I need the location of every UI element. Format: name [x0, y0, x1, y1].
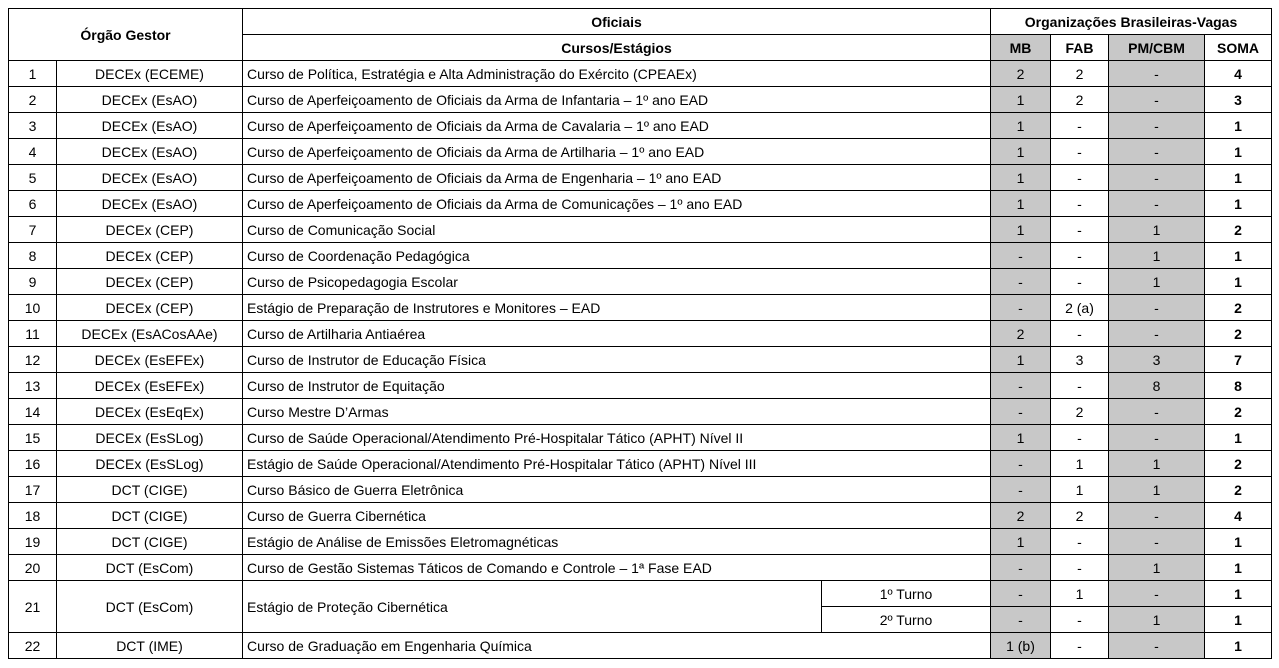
header-organizacoes: Organizações Brasileiras-Vagas: [991, 9, 1272, 35]
cell-soma: 1: [1205, 269, 1272, 295]
cell-pm-cbm: 1: [1109, 477, 1205, 503]
cell-number: 12: [9, 347, 57, 373]
header-cursos: Cursos/Estágios: [243, 35, 991, 61]
cell-curso: Estágio de Proteção Cibernética: [243, 581, 822, 633]
cell-number: 4: [9, 139, 57, 165]
cell-mb: -: [991, 607, 1051, 633]
cell-pm-cbm: 1: [1109, 555, 1205, 581]
cell-soma: 2: [1205, 451, 1272, 477]
cell-orgao: DECEx (CEP): [57, 269, 243, 295]
table-row: [9, 477, 1272, 503]
cell-curso: Curso de Aperfeiçoamento de Oficiais da Arma de Artilharia – 1º ano EAD: [243, 139, 991, 165]
cell-soma: 1: [1205, 243, 1272, 269]
cell-fab: 2: [1051, 399, 1109, 425]
header-orgao-gestor: Órgão Gestor: [9, 9, 243, 61]
cell-pm-cbm: -: [1109, 633, 1205, 659]
cell-curso: Curso Básico de Guerra Eletrônica: [243, 477, 991, 503]
cell-fab: -: [1051, 113, 1109, 139]
table-row: [9, 451, 1272, 477]
table-row: [9, 425, 1272, 451]
cell-orgao: DECEx (CEP): [57, 295, 243, 321]
table-row: [9, 529, 1272, 555]
cell-curso: Curso de Aperfeiçoamento de Oficiais da Arma de Cavalaria – 1º ano EAD: [243, 113, 991, 139]
cell-soma: 1: [1205, 191, 1272, 217]
cell-fab: -: [1051, 217, 1109, 243]
cell-fab: -: [1051, 373, 1109, 399]
cell-soma: 1: [1205, 425, 1272, 451]
cell-pm-cbm: -: [1109, 503, 1205, 529]
cell-number: 1: [9, 61, 57, 87]
cell-fab: -: [1051, 191, 1109, 217]
cell-number: 7: [9, 217, 57, 243]
cell-mb: -: [991, 269, 1051, 295]
cell-orgao: DECEx (EsAO): [57, 113, 243, 139]
cell-pm-cbm: 1: [1109, 269, 1205, 295]
table-row: [9, 165, 1272, 191]
cell-curso: Estágio de Saúde Operacional/Atendimento Pré-Hospitalar Tático (APHT) Nível III: [243, 451, 991, 477]
cell-mb: 1: [991, 87, 1051, 113]
cell-curso: Curso de Psicopedagogia Escolar: [243, 269, 991, 295]
cell-number: 15: [9, 425, 57, 451]
cell-fab: -: [1051, 529, 1109, 555]
cell-fab: -: [1051, 165, 1109, 191]
cell-curso: Curso de Coordenação Pedagógica: [243, 243, 991, 269]
cell-curso: Curso de Aperfeiçoamento de Oficiais da Arma de Engenharia – 1º ano EAD: [243, 165, 991, 191]
cell-mb: 1: [991, 347, 1051, 373]
cell-fab: 2 (a): [1051, 295, 1109, 321]
table-row: [9, 87, 1272, 113]
table-row: [9, 191, 1272, 217]
cell-mb: -: [991, 477, 1051, 503]
cell-number: 13: [9, 373, 57, 399]
cell-orgao: DCT (CIGE): [57, 529, 243, 555]
cell-curso: Curso de Guerra Cibernética: [243, 503, 991, 529]
cell-curso: Curso de Aperfeiçoamento de Oficiais da Arma de Comunicações – 1º ano EAD: [243, 191, 991, 217]
cell-orgao: DCT (EsCom): [57, 555, 243, 581]
cell-orgao: DECEx (CEP): [57, 243, 243, 269]
table-row: [9, 113, 1272, 139]
cell-number: 10: [9, 295, 57, 321]
cell-mb: 1: [991, 217, 1051, 243]
cell-number: 9: [9, 269, 57, 295]
cell-orgao: DECEx (EsEFEx): [57, 373, 243, 399]
cell-pm-cbm: -: [1109, 165, 1205, 191]
header-oficiais: Oficiais: [243, 9, 991, 35]
cell-orgao: DECEx (EsACosAAe): [57, 321, 243, 347]
cell-fab: -: [1051, 321, 1109, 347]
cell-curso: Curso de Comunicação Social: [243, 217, 991, 243]
cell-curso: Curso de Graduação em Engenharia Química: [243, 633, 991, 659]
cell-soma: 4: [1205, 61, 1272, 87]
cell-mb: 2: [991, 61, 1051, 87]
cell-curso: Curso de Artilharia Antiaérea: [243, 321, 991, 347]
cell-number: 17: [9, 477, 57, 503]
cell-pm-cbm: -: [1109, 321, 1205, 347]
cell-curso: Curso de Gestão Sistemas Táticos de Comando e Controle – 1ª Fase EAD: [243, 555, 991, 581]
cell-fab: -: [1051, 139, 1109, 165]
table-row: [9, 555, 1272, 581]
cell-fab: 1: [1051, 477, 1109, 503]
cell-soma: 2: [1205, 217, 1272, 243]
table-row: [9, 399, 1272, 425]
cell-number: 22: [9, 633, 57, 659]
cell-orgao: DECEx (EsSLog): [57, 451, 243, 477]
cell-curso: Curso de Aperfeiçoamento de Oficiais da Arma de Infantaria – 1º ano EAD: [243, 87, 991, 113]
header-pm-cbm: PM/CBM: [1109, 35, 1205, 61]
cell-number: 11: [9, 321, 57, 347]
cell-pm-cbm: -: [1109, 581, 1205, 607]
cell-pm-cbm: 3: [1109, 347, 1205, 373]
cell-fab: 2: [1051, 61, 1109, 87]
table-row: [9, 61, 1272, 87]
cell-orgao: DECEx (EsAO): [57, 87, 243, 113]
cell-mb: 1: [991, 113, 1051, 139]
cell-mb: 1: [991, 191, 1051, 217]
cell-pm-cbm: -: [1109, 399, 1205, 425]
cell-curso: Curso de Instrutor de Equitação: [243, 373, 991, 399]
cell-soma: 7: [1205, 347, 1272, 373]
table-row: [9, 217, 1272, 243]
table-row: [9, 581, 1272, 607]
cell-soma: 3: [1205, 87, 1272, 113]
cell-number: 21: [9, 581, 57, 633]
cell-pm-cbm: -: [1109, 87, 1205, 113]
cell-pm-cbm: -: [1109, 425, 1205, 451]
cell-number: 18: [9, 503, 57, 529]
cell-mb: -: [991, 555, 1051, 581]
cell-pm-cbm: -: [1109, 191, 1205, 217]
cell-curso: Estágio de Análise de Emissões Eletromagnéticas: [243, 529, 991, 555]
cell-fab: 2: [1051, 87, 1109, 113]
cell-orgao: DECEx (CEP): [57, 217, 243, 243]
cell-fab: 3: [1051, 347, 1109, 373]
table-row: [9, 139, 1272, 165]
cell-mb: 1: [991, 529, 1051, 555]
cell-orgao: DECEx (EsAO): [57, 191, 243, 217]
table-row: [9, 633, 1272, 659]
cell-orgao: DECEx (ECEME): [57, 61, 243, 87]
cell-pm-cbm: 1: [1109, 451, 1205, 477]
cell-curso: Curso Mestre D’Armas: [243, 399, 991, 425]
cell-soma: 1: [1205, 139, 1272, 165]
cell-turno: 1º Turno: [822, 581, 991, 607]
cell-fab: -: [1051, 269, 1109, 295]
cell-soma: 1: [1205, 113, 1272, 139]
cell-soma: 1: [1205, 607, 1272, 633]
cell-mb: 2: [991, 503, 1051, 529]
cell-number: 3: [9, 113, 57, 139]
cell-number: 20: [9, 555, 57, 581]
cell-orgao: DECEx (EsSLog): [57, 425, 243, 451]
cell-fab: 2: [1051, 503, 1109, 529]
cell-number: 8: [9, 243, 57, 269]
header-mb: MB: [991, 35, 1051, 61]
cell-soma: 2: [1205, 295, 1272, 321]
cell-mb: 1: [991, 139, 1051, 165]
cell-curso: Curso de Saúde Operacional/Atendimento Pré-Hospitalar Tático (APHT) Nível II: [243, 425, 991, 451]
cell-mb: -: [991, 399, 1051, 425]
table-header: [9, 9, 1272, 61]
cell-pm-cbm: -: [1109, 529, 1205, 555]
cell-number: 14: [9, 399, 57, 425]
cell-number: 19: [9, 529, 57, 555]
cell-soma: 1: [1205, 165, 1272, 191]
cell-curso: Estágio de Preparação de Instrutores e Monitores – EAD: [243, 295, 991, 321]
cell-orgao: DECEx (EsEqEx): [57, 399, 243, 425]
cell-soma: 1: [1205, 581, 1272, 607]
cell-soma: 4: [1205, 503, 1272, 529]
cell-fab: -: [1051, 633, 1109, 659]
cell-pm-cbm: -: [1109, 139, 1205, 165]
cell-orgao: DCT (CIGE): [57, 503, 243, 529]
cell-mb: -: [991, 373, 1051, 399]
cell-pm-cbm: 1: [1109, 607, 1205, 633]
cell-orgao: DECEx (EsEFEx): [57, 347, 243, 373]
table-row: [9, 373, 1272, 399]
table-row: [9, 243, 1272, 269]
cell-orgao: DCT (IME): [57, 633, 243, 659]
cell-orgao: DECEx (EsAO): [57, 139, 243, 165]
table-body: [9, 61, 1272, 659]
cell-mb: -: [991, 295, 1051, 321]
cell-mb: 1: [991, 165, 1051, 191]
cell-pm-cbm: -: [1109, 113, 1205, 139]
cell-fab: 1: [1051, 451, 1109, 477]
cell-soma: 1: [1205, 529, 1272, 555]
cell-fab: -: [1051, 555, 1109, 581]
cell-mb: 1 (b): [991, 633, 1051, 659]
table-row: [9, 347, 1272, 373]
cell-fab: 1: [1051, 581, 1109, 607]
cell-pm-cbm: 1: [1109, 217, 1205, 243]
cell-mb: 1: [991, 425, 1051, 451]
cell-orgao: DECEx (EsAO): [57, 165, 243, 191]
cell-number: 6: [9, 191, 57, 217]
cell-mb: -: [991, 581, 1051, 607]
cell-fab: -: [1051, 607, 1109, 633]
cell-orgao: DCT (EsCom): [57, 581, 243, 633]
cell-curso: Curso de Política, Estratégia e Alta Administração do Exército (CPEAEx): [243, 61, 991, 87]
header-soma: SOMA: [1205, 35, 1272, 61]
cell-pm-cbm: -: [1109, 61, 1205, 87]
table-row: [9, 269, 1272, 295]
cell-soma: 8: [1205, 373, 1272, 399]
cell-soma: 1: [1205, 555, 1272, 581]
table-row: [9, 503, 1272, 529]
cell-mb: 2: [991, 321, 1051, 347]
table-row: [9, 321, 1272, 347]
header-fab: FAB: [1051, 35, 1109, 61]
cell-mb: -: [991, 451, 1051, 477]
cell-orgao: DCT (CIGE): [57, 477, 243, 503]
cell-number: 2: [9, 87, 57, 113]
cell-curso: Curso de Instrutor de Educação Física: [243, 347, 991, 373]
cell-pm-cbm: 8: [1109, 373, 1205, 399]
cell-turno: 2º Turno: [822, 607, 991, 633]
cell-pm-cbm: -: [1109, 295, 1205, 321]
cell-fab: -: [1051, 243, 1109, 269]
cell-soma: 2: [1205, 321, 1272, 347]
cell-soma: 2: [1205, 399, 1272, 425]
vacancies-table: [8, 8, 1272, 659]
cell-soma: 2: [1205, 477, 1272, 503]
table-row: [9, 295, 1272, 321]
cell-number: 5: [9, 165, 57, 191]
cell-fab: -: [1051, 425, 1109, 451]
cell-pm-cbm: 1: [1109, 243, 1205, 269]
cell-number: 16: [9, 451, 57, 477]
cell-mb: -: [991, 243, 1051, 269]
cell-soma: 1: [1205, 633, 1272, 659]
